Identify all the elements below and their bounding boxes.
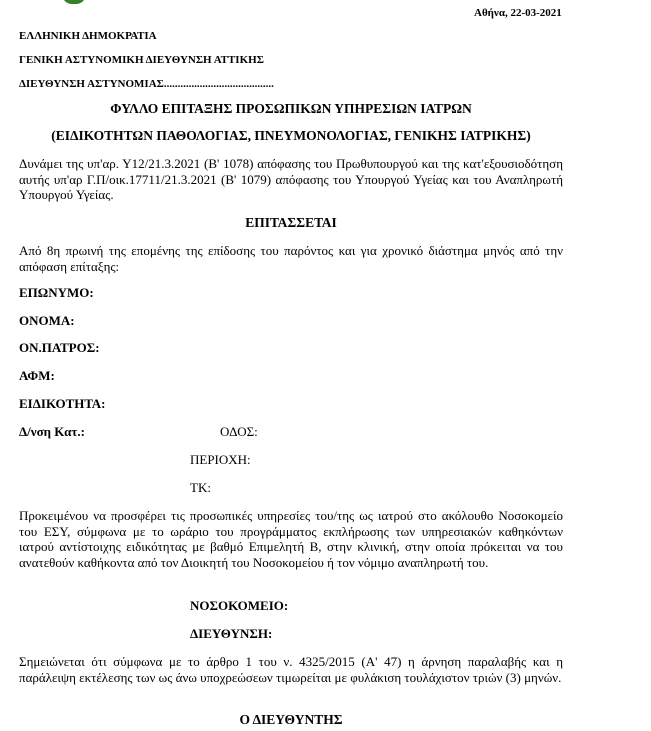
field-street: ΟΔΟΣ: — [220, 424, 258, 439]
document-title: ΦΥΛΛΟ ΕΠΙΤΑΞΗΣ ΠΡΟΣΩΠΙΚΩΝ ΥΠΗΡΕΣΙΩΝ ΙΑΤΡΩΝ — [110, 101, 472, 116]
header-police-general-directorate: ΓΕΝΙΚΗ ΑΣΤΥΝΟΜΙΚΗ ΔΙΕΥΘΥΝΣΗ ΑΤΤΙΚΗΣ — [19, 54, 264, 66]
field-address-label: Δ/νση Κατ.: — [19, 424, 85, 439]
document-subtitle: (ΕΙΔΙΚΟΤΗΤΩΝ ΠΑΘΟΛΟΓΙΑΣ, ΠΝΕΥΜΟΝΟΛΟΓΙΑΣ, ΓΕΝΙΚΗΣ ΙΑΤΡΙΚΗΣ) — [51, 128, 531, 143]
penalty-note: Σημειώνεται ότι σύμφωνα με το άρθρο 1 του ν. 4325/2015 (Α' 47) η άρνηση παραλαβής και η παράλειψη εκτέλεσης των ως άνω υποχρεώσεων τιμωρείται με φυλάκιση τουλάχιστον τριών (3) μηνών. — [19, 654, 563, 685]
field-father-name: ΟΝ.ΠΑΤΡΟΣ: — [19, 340, 100, 355]
field-surname: ΕΠΩΝΥΜΟ: — [19, 285, 94, 300]
service-paragraph: Προκειμένου να προσφέρει τις προσωπικές υπηρεσίες του/της ως ιατρού στο ακόλουθο Νοσοκομείο του ΕΣΥ, σύμφωνα με το ωράριο του προγράμματος εκπλήρωσης των υπηρεσιακών καθηκόντων ιατρού αντίστοιχης ειδικότητας με βαθμό Επιμελητή Β, στην κλινική, στην οποία πρόκειται να του ανατεθούν καθήκοντα από τον Διοικητή του Νοσοκομείου ή τον νόμιμο αναπληρωτή του. — [19, 508, 563, 570]
emblem-icon — [62, 0, 86, 4]
field-name: ΟΝΟΜΑ: — [19, 313, 75, 328]
field-specialty: ΕΙΔΙΚΟΤΗΤΑ: — [19, 396, 106, 411]
header-republic: ΕΛΛΗΝΙΚΗ ΔΗΜΟΚΡΑΤΙΑ — [19, 30, 157, 42]
signature-title: Ο ΔΙΕΥΘΥΝΤΗΣ — [239, 712, 343, 727]
order-paragraph: Από 8η πρωινή της επομένης της επίδοσης του παρόντος και για χρονικό διάστημα μηνός από την απόφαση επίταξης: — [19, 243, 563, 274]
field-hospital-address: ΔΙΕΥΘΥΝΣΗ: — [190, 626, 273, 641]
header-police-directorate: ΔΙΕΥΘΥΝΣΗ ΑΣΤΥΝΟΜΙΑΣ........................................ — [19, 78, 274, 90]
intro-paragraph: Δυνάμει της υπ'αρ. Υ12/21.3.2021 (Β' 1078) απόφασης του Πρωθυπουργού και της κατ'εξουσιοδότηση αυτής υπ'αρ Γ.Π/οικ.17711/21.3.2021 (Β' 1079) απόφασης του Υπουργού Υγείας και του Αναπληρωτή Υπουργού Υγείας. — [19, 156, 563, 202]
document-date: Αθήνα, 22-03-2021 — [474, 7, 562, 19]
order-heading: ΕΠΙΤΑΣΣΕΤΑΙ — [245, 215, 337, 230]
field-area: ΠΕΡΙΟΧΗ: — [190, 452, 251, 467]
field-postcode: ΤΚ: — [190, 480, 211, 495]
field-afm: ΑΦΜ: — [19, 368, 55, 383]
field-hospital: ΝΟΣΟΚΟΜΕΙΟ: — [190, 598, 289, 613]
